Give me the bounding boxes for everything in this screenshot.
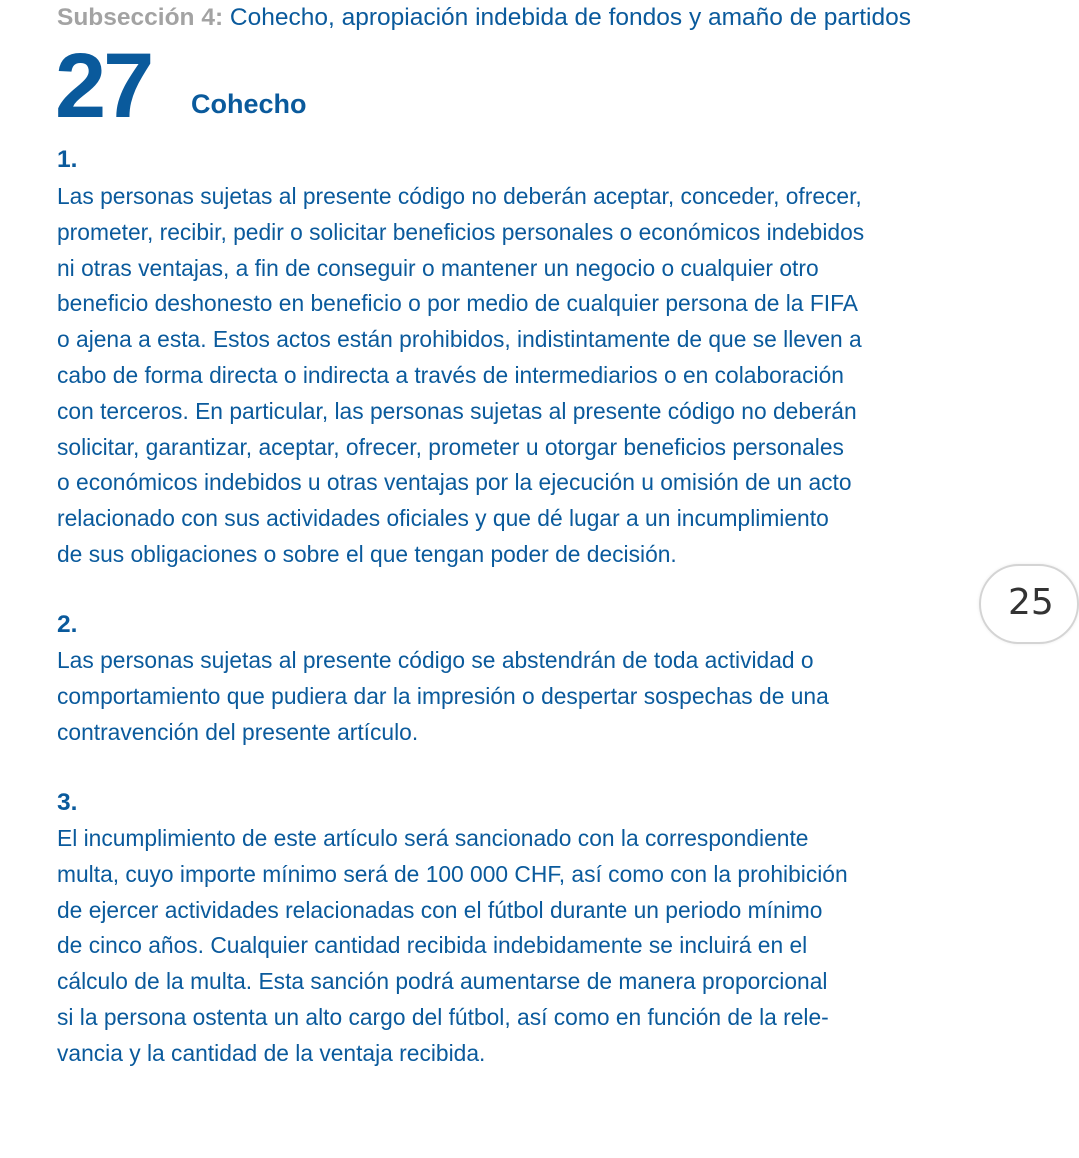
paragraph-line: cálculo de la multa. Esta sanción podrá aumentarse de manera proporcional	[57, 968, 828, 995]
paragraph-line: de cinco años. Cualquier cantidad recibida indebidamente se incluirá en el	[57, 932, 808, 959]
paragraph-3-text	[57, 821, 992, 1072]
paragraph-line: relacionado con sus actividades oficiales y que dé lugar a un incumplimiento	[57, 505, 829, 532]
paragraph-line: si la persona ostenta un alto cargo del fútbol, así como en función de la rele-	[57, 1003, 829, 1030]
paragraph-line: El incumplimiento de este artículo será sancionado con la correspondiente	[57, 825, 809, 851]
subsection-heading	[57, 2, 911, 34]
paragraph-line: o ajena a esta. Estos actos están prohibidos, indistintamente de que se lleven a	[57, 326, 862, 353]
paragraph-line: vancia y la cantidad de la ventaja recibida.	[57, 1039, 486, 1066]
paragraph-line: multa, cuyo importe mínimo será de 100 000 CHF, así como con la prohibición	[57, 860, 848, 887]
paragraph-line: Las personas sujetas al presente código se abstendrán de toda actividad o	[57, 647, 814, 673]
subsection-label: Subsección 4:	[57, 4, 224, 31]
paragraph-line: comportamiento que pudiera dar la impresión o despertar sospechas de una	[57, 682, 829, 709]
paragraph-line: cabo de forma directa o indirecta a través de intermediarios o en colaboración	[57, 361, 844, 388]
paragraph-2-number: 2.	[57, 611, 78, 638]
paragraph-line: solicitar, garantizar, aceptar, ofrecer, prometer u otorgar beneficios personales	[57, 433, 844, 460]
page-number-tab[interactable]	[979, 564, 1079, 644]
paragraph-1-number: 1.	[57, 146, 78, 173]
page-number: 25	[1008, 582, 1054, 623]
paragraph-line: prometer, recibir, pedir o solicitar beneficios personales o económicos indebidos	[57, 218, 865, 245]
paragraph-line: beneficio deshonesto en beneficio o por medio de cualquier persona de la FIFA	[57, 290, 858, 317]
paragraph-line: Las personas sujetas al presente código no deberán aceptar, conceder, ofrecer,	[57, 183, 862, 209]
paragraph-1-text	[57, 179, 992, 573]
paragraph-line: contravención del presente artículo.	[57, 718, 419, 745]
paragraph-line: de sus obligaciones o sobre el que tengan poder de decisión.	[57, 540, 677, 567]
paragraph-line: o económicos indebidos u otras ventajas por la ejecución u omisión de un acto	[57, 469, 852, 496]
paragraph-line: de ejercer actividades relacionadas con el fútbol durante un periodo mínimo	[57, 896, 823, 923]
paragraph-line: con terceros. En particular, las personas sujetas al presente código no deberán	[57, 397, 857, 424]
subsection-title: Cohecho, apropiación indebida de fondos y amaño de partidos	[229, 4, 911, 31]
paragraph-3-number: 3.	[57, 789, 78, 816]
paragraph-2-text	[57, 643, 992, 750]
article-title: Cohecho	[191, 89, 307, 119]
paragraph-line: ni otras ventajas, a fin de conseguir o mantener un negocio o cualquier otro	[57, 254, 819, 281]
article-number: 27	[55, 35, 152, 137]
